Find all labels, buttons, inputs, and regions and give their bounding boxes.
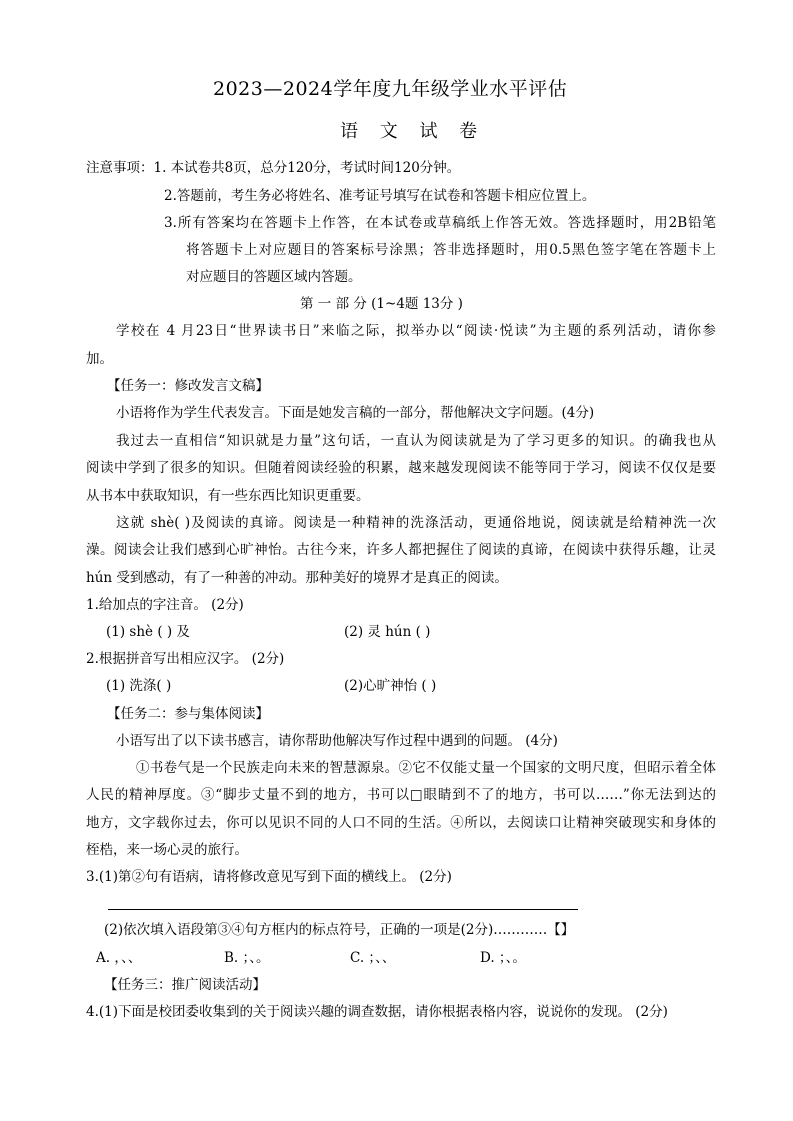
q3-option-b: B. ；、。 [224,950,270,966]
notes-line-3a: 3.所有答案均在答题卡上作答，在本试卷或草稿纸上作答无效。答选择题时，用2B铅笔 [164,215,716,231]
q1-option-2: (2) 灵 hún ( ) [344,624,431,640]
notes-line-3b: 将答题卡上对应题目的答案标号涂黑；答非选择题时，用0.5黑色签字笔在答题卡上 [186,242,716,258]
q2-stem: 2.根据拼音写出相应汉字。 (2分) [86,651,285,667]
task1-para2-a: 这就 shè( )及阅读的真谛。阅读是一种精神的洗涤活动，更通俗地说，阅读就是给精神洗一次 [116,515,716,531]
intro-line-b: 加。 [86,351,113,367]
task2-heading: 【任务二：参与集体阅读】 [107,706,269,722]
notes-line-1: 注意事项：1. 本试卷共8页，总分120分，考试时间120分钟。 [86,160,461,176]
q3-part2: (2)依次填入语段第③④句方框内的标点符号，正确的一项是(2分)…………【】 [104,922,575,938]
task1-desc: 小语将作为学生代表发言。下面是她发言稿的一部分，帮他解决文字问题。(4分) [116,405,595,421]
task1-para2-c: hún 受到感动，有了一种善的冲动。那种美好的境界才是真正的阅读。 [86,570,508,586]
q3-option-d: D. ；、。 [480,950,526,966]
task1-para1-b: 阅读中学到了很多的知识。但随着阅读经验的积累，越来越发现阅读不能等同于学习，阅读不仅仅是要 [86,460,716,476]
q3-option-c: C. ；、、 [350,950,396,966]
q3-part1: 3.(1)第②句有语病，请将修改意见写到下面的横线上。 (2分) [86,869,452,885]
q3-answer-line [108,909,578,910]
notes-line-3c: 对应题目的答题区域内答题。 [186,269,362,285]
task2-para-line-4: 桎梏，来一场心灵的旅行。 [86,842,248,858]
task1-para2-b: 澡。阅读会让我们感到心旷神怡。古往今来，许多人都把握住了阅读的真谛，在阅读中获得乐趣，让灵 [86,542,716,558]
q1-stem: 1.给加点的字注音。 (2分) [86,597,244,613]
exam-title: 2023—2024学年度九年级学业水平评估 [213,78,568,100]
task1-para1-c: 从书本中获取知识，有一些东西比知识更重要。 [86,488,370,504]
q4-part1: 4.(1)下面是校团委收集到的关于阅读兴趣的调查数据，请你根据表格内容，说说你的发现。 (2分) [86,1004,668,1020]
task1-heading: 【任务一：修改发言文稿】 [107,378,269,394]
q2-option-1: (1) 洗涤( ) [106,678,172,694]
notes-line-2: 2.答题前，考生务必将姓名、准考证号填写在试卷和答题卡相应位置上。 [164,188,596,204]
task2-para-line-3: 地方，文字载你过去，你可以见识不同的人口不同的生活。④所以，去阅读口让精神突破现实和身体的 [86,815,716,831]
exam-subtitle: 语 文 试 卷 [340,121,486,142]
q2-option-2: (2)心旷神怡 ( ) [344,678,437,694]
task1-para1-a: 我过去一直相信“知识就是力量”这句话，一直认为阅读就是为了学习更多的知识。的确我也从 [116,433,716,449]
task2-para-line-2: 人民的精神厚度。③“脚步丈量不到的地方，书可以□眼睛到不了的地方，书可以……”你无法到达的 [86,787,716,803]
intro-line-a: 学校在 4 月23日“世界读书日”来临之际，拟举办以“阅读·悦读”为主题的系列活动，请你参 [116,323,716,339]
q1-option-1: (1) shè ( ) 及 [106,624,190,640]
task2-para-line-1: ①书卷气是一个民族走向未来的智慧源泉。②它不仅能丈量一个国家的文明尺度，但昭示着全体 [136,760,716,776]
task3-heading: 【任务三：推广阅读活动】 [104,977,266,993]
part-heading: 第 一 部 分 (1~4题 13分 ) [300,296,463,312]
q3-option-a: A. ，、、 [96,950,142,966]
task2-desc: 小语写出了以下读书感言，请你帮助他解决写作过程中遇到的问题。 (4分) [116,733,558,749]
